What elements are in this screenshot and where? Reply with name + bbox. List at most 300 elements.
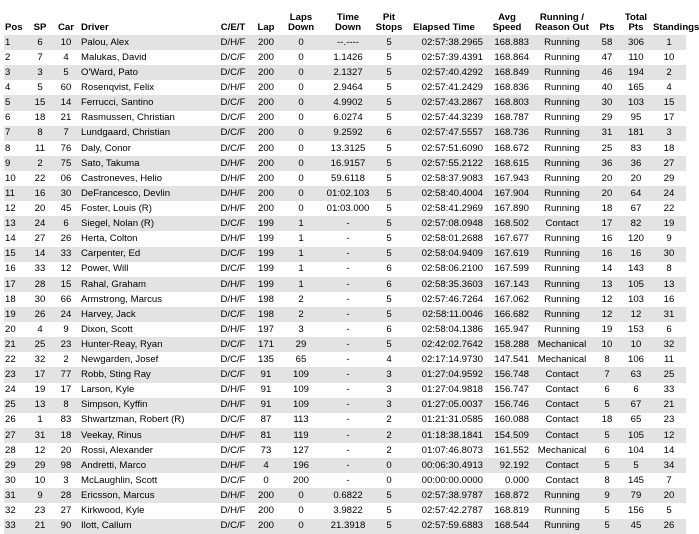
avg-speed-cell: 168.849 <box>484 65 530 80</box>
time-down-cell: - <box>322 443 374 458</box>
car-cell: 77 <box>52 367 80 382</box>
total-pts-cell: 104 <box>620 443 652 458</box>
avg-speed-cell: 168.883 <box>484 35 530 50</box>
pts-cell: 9 <box>594 488 620 503</box>
pts-cell: 16 <box>594 231 620 246</box>
table-row <box>4 488 686 503</box>
time-down-cell: - <box>322 383 374 398</box>
pit-stops-cell: 6 <box>374 277 404 292</box>
standings-cell: 12 <box>652 428 686 443</box>
standings-cell: 26 <box>652 519 686 534</box>
lap-cell: 200 <box>252 171 280 186</box>
header-time-down: Time Down <box>334 11 362 33</box>
table-row <box>4 201 686 216</box>
time-down-cell: - <box>322 413 374 428</box>
status-cell: Contact <box>530 413 594 428</box>
avg-speed-cell: 156.748 <box>484 367 530 382</box>
laps-down-cell: 65 <box>280 352 322 367</box>
laps-down-cell: 1 <box>280 216 322 231</box>
laps-down-cell: 0 <box>280 488 322 503</box>
avg-speed-cell: 168.872 <box>484 488 530 503</box>
driver-cell: Ilott, Callum <box>80 519 214 534</box>
car-cell: 28 <box>52 488 80 503</box>
avg-speed-cell: 168.672 <box>484 141 530 156</box>
cet-cell: D/C/F <box>214 126 252 141</box>
pos-cell: 10 <box>4 171 28 186</box>
laps-down-cell: 0 <box>280 65 322 80</box>
laps-down-cell: 109 <box>280 398 322 413</box>
standings-cell: 19 <box>652 216 686 231</box>
table-row <box>4 473 686 488</box>
elapsed-time-cell: 02:58:40.4004 <box>404 186 484 201</box>
laps-down-cell: 119 <box>280 428 322 443</box>
cet-cell: D/H/F <box>214 35 252 50</box>
avg-speed-cell: 168.787 <box>484 111 530 126</box>
driver-cell: O'Ward, Pato <box>80 65 214 80</box>
elapsed-time-cell: 02:58:35.3603 <box>404 277 484 292</box>
sp-cell: 26 <box>28 307 52 322</box>
table-row <box>4 322 686 337</box>
lap-cell: 200 <box>252 519 280 534</box>
laps-down-cell: 113 <box>280 413 322 428</box>
total-pts-cell: 45 <box>620 519 652 534</box>
driver-cell: Veekay, Rinus <box>80 428 214 443</box>
driver-cell: Power, Will <box>80 262 214 277</box>
cet-cell: D/C/F <box>214 141 252 156</box>
sp-cell: 27 <box>28 231 52 246</box>
pos-cell: 32 <box>4 503 28 518</box>
status-cell: Contact <box>530 458 594 473</box>
lap-cell: 91 <box>252 398 280 413</box>
standings-cell: 17 <box>652 111 686 126</box>
elapsed-time-cell: 02:57:39.4391 <box>404 50 484 65</box>
lap-cell: 200 <box>252 186 280 201</box>
elapsed-time-cell: 02:57:59.6883 <box>404 519 484 534</box>
car-cell: 2 <box>52 352 80 367</box>
table-row <box>4 186 686 201</box>
avg-speed-cell: 167.619 <box>484 247 530 262</box>
pit-stops-cell: 5 <box>374 307 404 322</box>
pts-cell: 14 <box>594 262 620 277</box>
avg-speed-cell: 160.088 <box>484 413 530 428</box>
table-row <box>4 398 686 413</box>
standings-cell: 23 <box>652 413 686 428</box>
time-down-cell: 0.6822 <box>322 488 374 503</box>
avg-speed-cell: 167.890 <box>484 201 530 216</box>
total-pts-cell: 12 <box>620 307 652 322</box>
pos-cell: 11 <box>4 186 28 201</box>
header-pts: Pts <box>599 21 615 33</box>
lap-cell: 200 <box>252 50 280 65</box>
status-cell: Running <box>530 50 594 65</box>
table-row <box>4 50 686 65</box>
lap-cell: 200 <box>252 141 280 156</box>
header-lap: Lap <box>257 21 275 33</box>
pts-cell: 5 <box>594 458 620 473</box>
cet-cell: D/H/F <box>214 277 252 292</box>
pts-cell: 12 <box>594 292 620 307</box>
cet-cell: D/H/F <box>214 171 252 186</box>
standings-cell: 24 <box>652 186 686 201</box>
pit-stops-cell: 5 <box>374 488 404 503</box>
status-cell: Contact <box>530 383 594 398</box>
avg-speed-cell: 154.509 <box>484 428 530 443</box>
table-row <box>4 383 686 398</box>
pos-cell: 1 <box>4 35 28 50</box>
laps-down-cell: 196 <box>280 458 322 473</box>
time-down-cell: - <box>322 367 374 382</box>
total-pts-cell: 67 <box>620 398 652 413</box>
lap-cell: 199 <box>252 277 280 292</box>
time-down-cell: 13.3125 <box>322 141 374 156</box>
time-down-cell: - <box>322 458 374 473</box>
lap-cell: 199 <box>252 247 280 262</box>
sp-cell: 29 <box>28 458 52 473</box>
pit-stops-cell: 5 <box>374 50 404 65</box>
sp-cell: 20 <box>28 201 52 216</box>
car-cell: 76 <box>52 141 80 156</box>
time-down-cell: 2.9464 <box>322 80 374 95</box>
cet-cell: D/C/F <box>214 473 252 488</box>
sp-cell: 18 <box>28 111 52 126</box>
cet-cell: D/C/F <box>214 65 252 80</box>
race-results-table <box>4 3 699 534</box>
driver-cell: Armstrong, Marcus <box>80 292 214 307</box>
table-row <box>4 367 686 382</box>
lap-cell: 198 <box>252 292 280 307</box>
car-cell: 14 <box>52 95 80 110</box>
pit-stops-cell: 6 <box>374 126 404 141</box>
elapsed-time-cell: 02:58:11.0046 <box>404 307 484 322</box>
table-row <box>4 247 686 262</box>
total-pts-cell: 145 <box>620 473 652 488</box>
standings-cell: 18 <box>652 141 686 156</box>
time-down-cell: 3.9822 <box>322 503 374 518</box>
driver-cell: Ericsson, Marcus <box>80 488 214 503</box>
lap-cell: 200 <box>252 503 280 518</box>
car-cell: 75 <box>52 156 80 171</box>
avg-speed-cell: 158.288 <box>484 337 530 352</box>
total-pts-cell: 10 <box>620 337 652 352</box>
status-cell: Running <box>530 307 594 322</box>
pos-cell: 20 <box>4 322 28 337</box>
total-pts-cell: 16 <box>620 247 652 262</box>
standings-cell: 29 <box>652 171 686 186</box>
elapsed-time-cell: 02:57:46.7264 <box>404 292 484 307</box>
time-down-cell: - <box>322 322 374 337</box>
pts-cell: 7 <box>594 367 620 382</box>
status-cell: Running <box>530 519 594 534</box>
pit-stops-cell: 5 <box>374 80 404 95</box>
pos-cell: 22 <box>4 352 28 367</box>
pos-cell: 27 <box>4 428 28 443</box>
avg-speed-cell: 167.599 <box>484 262 530 277</box>
elapsed-time-cell: 01:07:46.8073 <box>404 443 484 458</box>
table-row <box>4 503 686 518</box>
time-down-cell: 2.1327 <box>322 65 374 80</box>
cet-cell: D/H/F <box>214 292 252 307</box>
sp-cell: 10 <box>28 473 52 488</box>
sp-cell: 30 <box>28 292 52 307</box>
standings-cell: 14 <box>652 443 686 458</box>
driver-cell: Palou, Alex <box>80 35 214 50</box>
status-cell: Contact <box>530 473 594 488</box>
driver-cell: Siegel, Nolan (R) <box>80 216 214 231</box>
pos-cell: 19 <box>4 307 28 322</box>
elapsed-time-cell: 01:27:04.9592 <box>404 367 484 382</box>
cet-cell: D/C/F <box>214 111 252 126</box>
status-cell: Running <box>530 171 594 186</box>
pit-stops-cell: 5 <box>374 65 404 80</box>
cet-cell: D/H/F <box>214 398 252 413</box>
elapsed-time-cell: 02:58:04.1386 <box>404 322 484 337</box>
driver-cell: Carpenter, Ed <box>80 247 214 262</box>
sp-cell: 3 <box>28 65 52 80</box>
table-row <box>4 277 686 292</box>
laps-down-cell: 0 <box>280 80 322 95</box>
laps-down-cell: 1 <box>280 247 322 262</box>
avg-speed-cell: 92.192 <box>484 458 530 473</box>
lap-cell: 200 <box>252 488 280 503</box>
pit-stops-cell: 3 <box>374 383 404 398</box>
table-row <box>4 292 686 307</box>
time-down-cell: 59.6118 <box>322 171 374 186</box>
total-pts-cell: 156 <box>620 503 652 518</box>
sp-cell: 33 <box>28 262 52 277</box>
car-cell: 4 <box>52 50 80 65</box>
lap-cell: 200 <box>252 111 280 126</box>
sp-cell: 9 <box>28 488 52 503</box>
total-pts-cell: 95 <box>620 111 652 126</box>
driver-cell: Ferrucci, Santino <box>80 95 214 110</box>
table-row <box>4 35 686 50</box>
pos-cell: 25 <box>4 398 28 413</box>
pts-cell: 31 <box>594 126 620 141</box>
standings-cell: 10 <box>652 50 686 65</box>
pit-stops-cell: 2 <box>374 428 404 443</box>
laps-down-cell: 0 <box>280 35 322 50</box>
pos-cell: 24 <box>4 383 28 398</box>
total-pts-cell: 36 <box>620 156 652 171</box>
pit-stops-cell: 6 <box>374 262 404 277</box>
status-cell: Running <box>530 126 594 141</box>
pos-cell: 33 <box>4 519 28 534</box>
header-status: Running / Reason Out <box>535 11 589 33</box>
sp-cell: 6 <box>28 35 52 50</box>
car-cell: 9 <box>52 322 80 337</box>
standings-cell: 25 <box>652 367 686 382</box>
pos-cell: 3 <box>4 65 28 80</box>
standings-cell: 6 <box>652 322 686 337</box>
time-down-cell: 21.3918 <box>322 519 374 534</box>
sp-cell: 11 <box>28 141 52 156</box>
header-cet: C/E/T <box>220 21 246 33</box>
pit-stops-cell: 5 <box>374 519 404 534</box>
pts-cell: 12 <box>594 307 620 322</box>
status-cell: Mechanical <box>530 443 594 458</box>
elapsed-time-cell: 02:57:41.2429 <box>404 80 484 95</box>
car-cell: 24 <box>52 307 80 322</box>
pos-cell: 14 <box>4 231 28 246</box>
standings-cell: 32 <box>652 337 686 352</box>
pts-cell: 6 <box>594 443 620 458</box>
cet-cell: D/C/F <box>214 443 252 458</box>
cet-cell: D/C/F <box>214 352 252 367</box>
pit-stops-cell: 6 <box>374 322 404 337</box>
standings-cell: 33 <box>652 383 686 398</box>
driver-cell: Herta, Colton <box>80 231 214 246</box>
pit-stops-cell: 5 <box>374 216 404 231</box>
pos-cell: 26 <box>4 413 28 428</box>
total-pts-cell: 65 <box>620 413 652 428</box>
header-elapsed-time: Elapsed Time <box>413 21 475 33</box>
driver-cell: Shwartzman, Robert (R) <box>80 413 214 428</box>
pts-cell: 5 <box>594 398 620 413</box>
standings-cell: 1 <box>652 35 686 50</box>
pts-cell: 19 <box>594 322 620 337</box>
total-pts-cell: 165 <box>620 80 652 95</box>
avg-speed-cell: 168.544 <box>484 519 530 534</box>
total-pts-cell: 194 <box>620 65 652 80</box>
table-row <box>4 458 686 473</box>
time-down-cell: --.---- <box>322 35 374 50</box>
time-down-cell: - <box>322 292 374 307</box>
pos-cell: 28 <box>4 443 28 458</box>
sp-cell: 31 <box>28 428 52 443</box>
pos-cell: 30 <box>4 473 28 488</box>
elapsed-time-cell: 02:57:55.2122 <box>404 156 484 171</box>
table-row <box>4 171 686 186</box>
status-cell: Running <box>530 95 594 110</box>
pts-cell: 40 <box>594 80 620 95</box>
laps-down-cell: 0 <box>280 50 322 65</box>
time-down-cell: - <box>322 277 374 292</box>
elapsed-time-cell: 02:57:43.2867 <box>404 95 484 110</box>
driver-cell: Rossi, Alexander <box>80 443 214 458</box>
cet-cell: D/H/F <box>214 201 252 216</box>
time-down-cell: 01:02.103 <box>322 186 374 201</box>
pit-stops-cell: 5 <box>374 171 404 186</box>
pit-stops-cell: 2 <box>374 443 404 458</box>
standings-cell: 8 <box>652 262 686 277</box>
status-cell: Running <box>530 141 594 156</box>
header-total-pts: Total Pts <box>624 11 648 33</box>
lap-cell: 91 <box>252 367 280 382</box>
car-cell: 30 <box>52 186 80 201</box>
sp-cell: 25 <box>28 337 52 352</box>
total-pts-cell: 153 <box>620 322 652 337</box>
laps-down-cell: 0 <box>280 171 322 186</box>
pit-stops-cell: 0 <box>374 473 404 488</box>
lap-cell: 0 <box>252 473 280 488</box>
driver-cell: Rasmussen, Christian <box>80 111 214 126</box>
cet-cell: D/C/F <box>214 413 252 428</box>
table-row <box>4 413 686 428</box>
cet-cell: D/H/F <box>214 186 252 201</box>
pts-cell: 20 <box>594 171 620 186</box>
pos-cell: 8 <box>4 141 28 156</box>
time-down-cell: - <box>322 352 374 367</box>
sp-cell: 8 <box>28 126 52 141</box>
laps-down-cell: 200 <box>280 473 322 488</box>
time-down-cell: - <box>322 337 374 352</box>
pos-cell: 23 <box>4 367 28 382</box>
cet-cell: D/C/F <box>214 216 252 231</box>
avg-speed-cell: 147.541 <box>484 352 530 367</box>
car-cell: 8 <box>52 398 80 413</box>
car-cell: 18 <box>52 428 80 443</box>
total-pts-cell: 103 <box>620 292 652 307</box>
car-cell: 33 <box>52 247 80 262</box>
status-cell: Running <box>530 80 594 95</box>
total-pts-cell: 79 <box>620 488 652 503</box>
header-car: Car <box>58 21 74 33</box>
standings-cell: 5 <box>652 503 686 518</box>
elapsed-time-cell: 02:57:42.2787 <box>404 503 484 518</box>
pos-cell: 16 <box>4 262 28 277</box>
elapsed-time-cell: 02:57:08.0948 <box>404 216 484 231</box>
laps-down-cell: 109 <box>280 367 322 382</box>
elapsed-time-cell: 02:57:40.4292 <box>404 65 484 80</box>
sp-cell: 23 <box>28 503 52 518</box>
driver-cell: Daly, Conor <box>80 141 214 156</box>
standings-cell: 31 <box>652 307 686 322</box>
total-pts-cell: 63 <box>620 367 652 382</box>
driver-cell: Dixon, Scott <box>80 322 214 337</box>
time-down-cell: - <box>322 231 374 246</box>
elapsed-time-cell: 02:42:02.7642 <box>404 337 484 352</box>
header-pit-stops: Pit Stops <box>375 11 403 33</box>
sp-cell: 1 <box>28 413 52 428</box>
total-pts-cell: 105 <box>620 428 652 443</box>
table-row <box>4 352 686 367</box>
pts-cell: 18 <box>594 201 620 216</box>
status-cell: Contact <box>530 367 594 382</box>
cet-cell: D/C/F <box>214 337 252 352</box>
elapsed-time-cell: 01:18:38.1841 <box>404 428 484 443</box>
pts-cell: 10 <box>594 337 620 352</box>
car-cell: 6 <box>52 216 80 231</box>
avg-speed-cell: 156.747 <box>484 383 530 398</box>
pts-cell: 5 <box>594 428 620 443</box>
car-cell: 66 <box>52 292 80 307</box>
avg-speed-cell: 168.836 <box>484 80 530 95</box>
table-row <box>4 126 686 141</box>
status-cell: Contact <box>530 216 594 231</box>
pos-cell: 15 <box>4 247 28 262</box>
pos-cell: 17 <box>4 277 28 292</box>
status-cell: Contact <box>530 428 594 443</box>
driver-cell: Rosenqvist, Felix <box>80 80 214 95</box>
lap-cell: 200 <box>252 95 280 110</box>
avg-speed-cell: 167.062 <box>484 292 530 307</box>
elapsed-time-cell: 02:57:44.3239 <box>404 111 484 126</box>
lap-cell: 200 <box>252 35 280 50</box>
avg-speed-cell: 156.746 <box>484 398 530 413</box>
laps-down-cell: 0 <box>280 141 322 156</box>
pos-cell: 4 <box>4 80 28 95</box>
header-laps-down: Laps Down <box>287 11 315 33</box>
pts-cell: 20 <box>594 186 620 201</box>
avg-speed-cell: 167.143 <box>484 277 530 292</box>
status-cell: Mechanical <box>530 337 594 352</box>
cet-cell: D/H/F <box>214 231 252 246</box>
elapsed-time-cell: 02:58:37.9083 <box>404 171 484 186</box>
pts-cell: 16 <box>594 247 620 262</box>
cet-cell: D/H/F <box>214 503 252 518</box>
standings-cell: 22 <box>652 201 686 216</box>
car-cell: 60 <box>52 80 80 95</box>
